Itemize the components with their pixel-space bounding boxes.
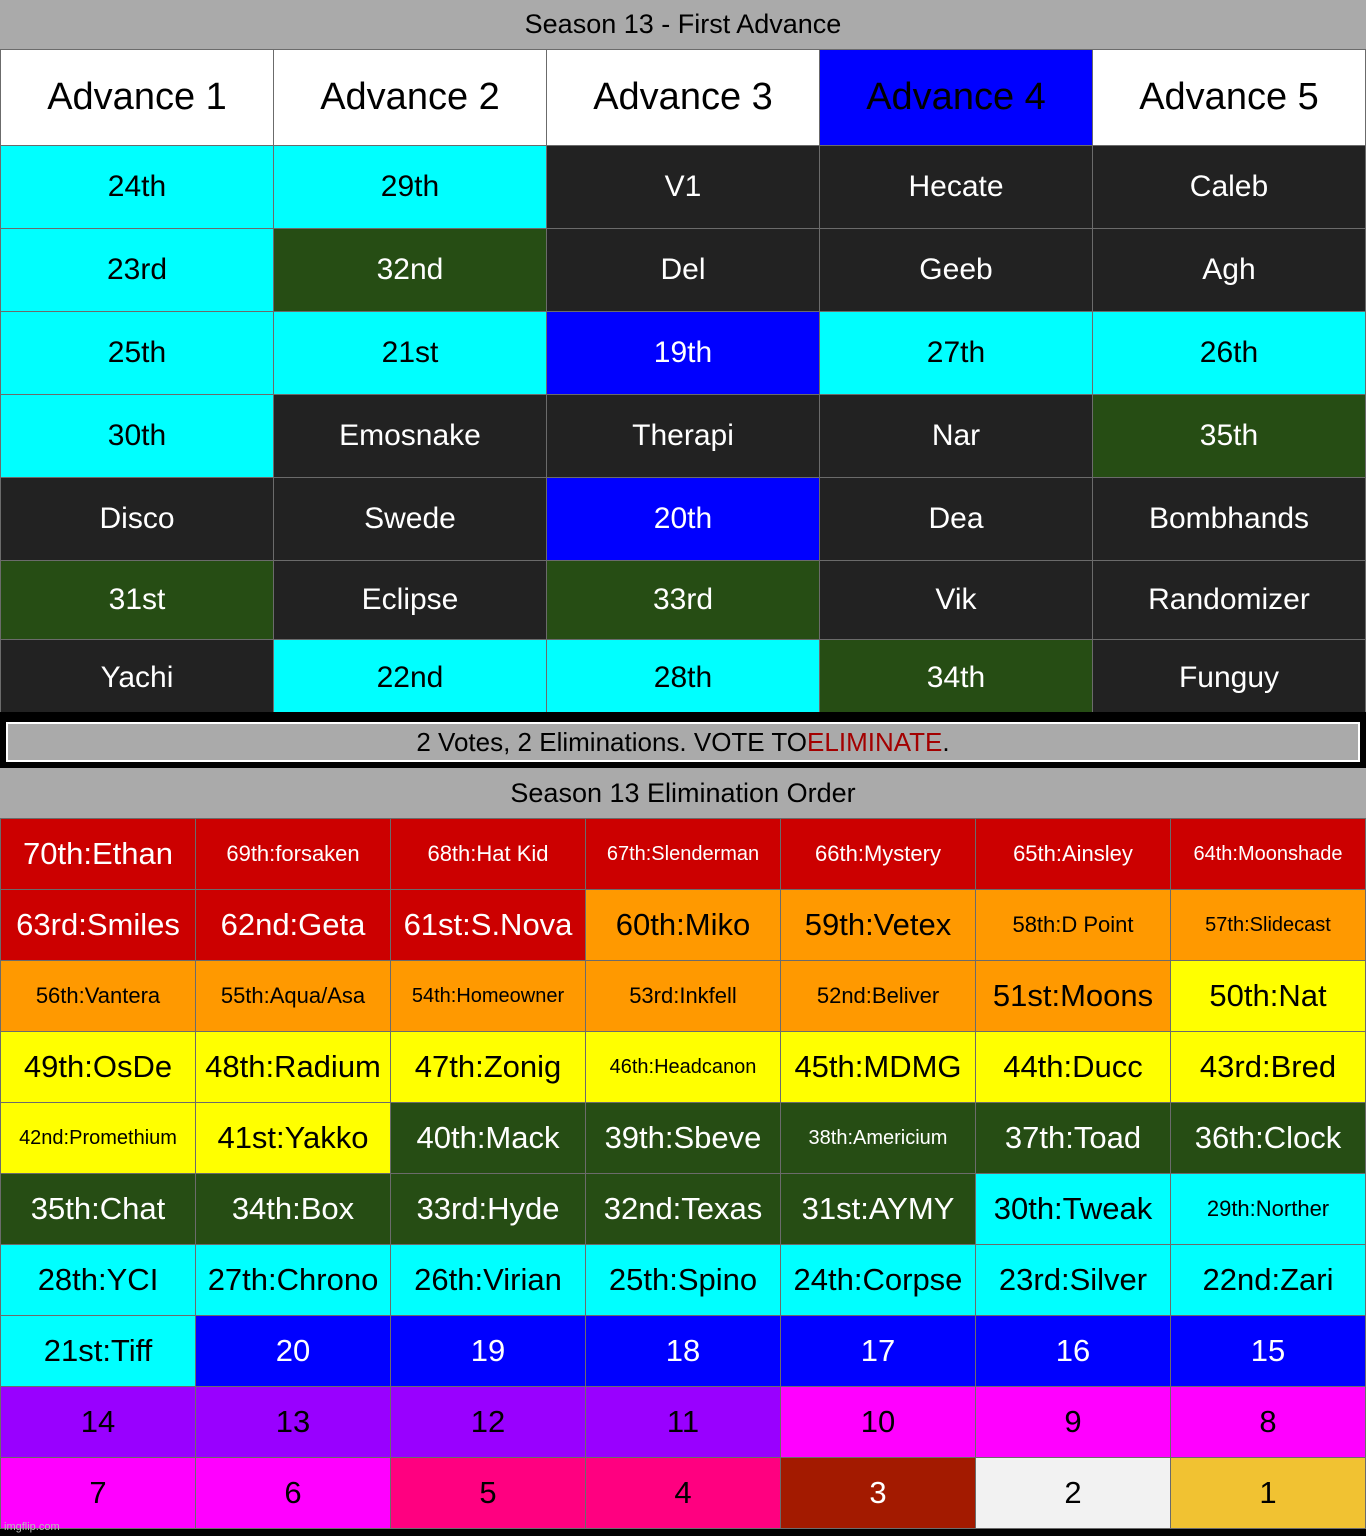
elimination-cell: 8	[1171, 1387, 1366, 1458]
advance-cell: Therapi	[547, 395, 820, 478]
elimination-cell: 70th:Ethan	[1, 819, 196, 890]
watermark: imgflip.com	[4, 1521, 60, 1533]
vote-banner-inner	[6, 722, 1360, 762]
elimination-cell: 42nd:Promethium	[1, 1103, 196, 1174]
elimination-cell: 52nd:Beliver	[781, 961, 976, 1032]
elimination-table	[0, 818, 1366, 1529]
advance-header-row	[1, 50, 1366, 146]
elimination-cell: 13	[196, 1387, 391, 1458]
advance-cell: 24th	[1, 146, 274, 229]
elimination-cell: 33rd:Hyde	[391, 1174, 586, 1245]
elimination-cell: 59th:Vetex	[781, 890, 976, 961]
elimination-cell: 11	[586, 1387, 781, 1458]
elimination-cell: 30th:Tweak	[976, 1174, 1171, 1245]
advance-row	[1, 561, 1366, 640]
elimination-cell: 20	[196, 1316, 391, 1387]
elimination-cell: 22nd:Zari	[1171, 1245, 1366, 1316]
top-title: Season 13 - First Advance	[0, 0, 1366, 49]
advance-cell: Emosnake	[274, 395, 547, 478]
advance-cell: 28th	[547, 640, 820, 717]
advance-cell: 25th	[1, 312, 274, 395]
advance-cell: 34th	[820, 640, 1093, 717]
advance-cell: V1	[547, 146, 820, 229]
elimination-cell: 28th:YCI	[1, 1245, 196, 1316]
elimination-cell: 58th:D Point	[976, 890, 1171, 961]
elimination-cell: 54th:Homeowner	[391, 961, 586, 1032]
elimination-cell: 40th:Mack	[391, 1103, 586, 1174]
elimination-cell: 64th:Moonshade	[1171, 819, 1366, 890]
elimination-cell: 48th:Radium	[196, 1032, 391, 1103]
elimination-cell: 34th:Box	[196, 1174, 391, 1245]
elimination-cell: 9	[976, 1387, 1171, 1458]
elimination-cell: 44th:Ducc	[976, 1032, 1171, 1103]
vote-text-end: .	[942, 726, 950, 757]
advance-row	[1, 229, 1366, 312]
advance-cell: 30th	[1, 395, 274, 478]
advance-cell: 32nd	[274, 229, 547, 312]
elimination-cell: 25th:Spino	[586, 1245, 781, 1316]
elimination-cell: 51st:Moons	[976, 961, 1171, 1032]
vote-text: 2 Votes, 2 Eliminations. VOTE TO	[416, 726, 808, 757]
elimination-row	[1, 1387, 1366, 1458]
elimination-body	[1, 819, 1366, 1529]
elimination-cell: 24th:Corpse	[781, 1245, 976, 1316]
elimination-cell: 2	[976, 1458, 1171, 1529]
advance-cell: 26th	[1093, 312, 1366, 395]
elimination-cell: 38th:Americium	[781, 1103, 976, 1174]
elimination-cell: 56th:Vantera	[1, 961, 196, 1032]
advance-cell: Yachi	[1, 640, 274, 717]
elimination-cell: 5	[391, 1458, 586, 1529]
advance-cell: Caleb	[1093, 146, 1366, 229]
vote-highlight: ELIMINATE	[807, 726, 943, 757]
elimination-cell: 62nd:Geta	[196, 890, 391, 961]
advance-row	[1, 640, 1366, 717]
advance-cell: 22nd	[274, 640, 547, 717]
elimination-row	[1, 890, 1366, 961]
advance-cell: Vik	[820, 561, 1093, 640]
elimination-cell: 50th:Nat	[1171, 961, 1366, 1032]
advance-header-1: Advance 1	[1, 50, 274, 146]
elimination-cell: 68th:Hat Kid	[391, 819, 586, 890]
advance-cell: Del	[547, 229, 820, 312]
elimination-cell: 19	[391, 1316, 586, 1387]
elimination-cell: 31st:AYMY	[781, 1174, 976, 1245]
elimination-row	[1, 1458, 1366, 1529]
advance-row	[1, 146, 1366, 229]
elimination-cell: 23rd:Silver	[976, 1245, 1171, 1316]
elimination-cell: 1	[1171, 1458, 1366, 1529]
advance-cell: 20th	[547, 478, 820, 561]
elimination-cell: 57th:Slidecast	[1171, 890, 1366, 961]
elimination-cell: 65th:Ainsley	[976, 819, 1171, 890]
elimination-cell: 37th:Toad	[976, 1103, 1171, 1174]
elimination-cell: 16	[976, 1316, 1171, 1387]
elimination-cell: 60th:Miko	[586, 890, 781, 961]
advance-cell: 21st	[274, 312, 547, 395]
elimination-cell: 41st:Yakko	[196, 1103, 391, 1174]
advance-cell: Bombhands	[1093, 478, 1366, 561]
advance-cell: Funguy	[1093, 640, 1366, 717]
advance-table	[0, 49, 1366, 717]
elimination-cell: 66th:Mystery	[781, 819, 976, 890]
elimination-cell: 26th:Virian	[391, 1245, 586, 1316]
advance-cell: Disco	[1, 478, 274, 561]
elimination-cell: 18	[586, 1316, 781, 1387]
elimination-row	[1, 1032, 1366, 1103]
elimination-cell: 29th:Norther	[1171, 1174, 1366, 1245]
advance-cell: Randomizer	[1093, 561, 1366, 640]
advance-cell: Geeb	[820, 229, 1093, 312]
advance-body	[1, 146, 1366, 717]
advance-header-3: Advance 3	[547, 50, 820, 146]
advance-header-5: Advance 5	[1093, 50, 1366, 146]
advance-cell: 29th	[274, 146, 547, 229]
advance-cell: Swede	[274, 478, 547, 561]
elimination-cell: 35th:Chat	[1, 1174, 196, 1245]
advance-cell: Dea	[820, 478, 1093, 561]
elimination-cell: 67th:Slenderman	[586, 819, 781, 890]
advance-header-4: Advance 4	[820, 50, 1093, 146]
vote-banner	[0, 712, 1366, 768]
elimination-cell: 46th:Headcanon	[586, 1032, 781, 1103]
elimination-cell: 45th:MDMG	[781, 1032, 976, 1103]
elimination-cell: 43rd:Bred	[1171, 1032, 1366, 1103]
elimination-cell: 7	[1, 1458, 196, 1529]
elimination-title: Season 13 Elimination Order	[0, 768, 1366, 818]
elimination-cell: 12	[391, 1387, 586, 1458]
elimination-cell: 55th:Aqua/Asa	[196, 961, 391, 1032]
advance-cell: 27th	[820, 312, 1093, 395]
elimination-cell: 10	[781, 1387, 976, 1458]
elimination-row	[1, 819, 1366, 890]
elimination-cell: 32nd:Texas	[586, 1174, 781, 1245]
advance-row	[1, 395, 1366, 478]
advance-cell: 19th	[547, 312, 820, 395]
advance-cell: 23rd	[1, 229, 274, 312]
advance-cell: 35th	[1093, 395, 1366, 478]
elimination-cell: 49th:OsDe	[1, 1032, 196, 1103]
elimination-row	[1, 1174, 1366, 1245]
elimination-cell: 47th:Zonig	[391, 1032, 586, 1103]
elimination-cell: 4	[586, 1458, 781, 1529]
elimination-cell: 14	[1, 1387, 196, 1458]
elimination-row	[1, 1245, 1366, 1316]
elimination-cell: 69th:forsaken	[196, 819, 391, 890]
elimination-row	[1, 1316, 1366, 1387]
advance-row	[1, 478, 1366, 561]
advance-cell: 33rd	[547, 561, 820, 640]
elimination-row	[1, 1103, 1366, 1174]
elimination-row	[1, 961, 1366, 1032]
elimination-cell: 53rd:Inkfell	[586, 961, 781, 1032]
advance-cell: Hecate	[820, 146, 1093, 229]
advance-cell: Eclipse	[274, 561, 547, 640]
advance-row	[1, 312, 1366, 395]
elimination-cell: 21st:Tiff	[1, 1316, 196, 1387]
advance-cell: Agh	[1093, 229, 1366, 312]
elimination-cell: 61st:S.Nova	[391, 890, 586, 961]
elimination-cell: 39th:Sbeve	[586, 1103, 781, 1174]
advance-header-2: Advance 2	[274, 50, 547, 146]
elimination-cell: 6	[196, 1458, 391, 1529]
elimination-cell: 36th:Clock	[1171, 1103, 1366, 1174]
elimination-cell: 27th:Chrono	[196, 1245, 391, 1316]
elimination-cell: 63rd:Smiles	[1, 890, 196, 961]
advance-cell: 31st	[1, 561, 274, 640]
elimination-cell: 17	[781, 1316, 976, 1387]
elimination-cell: 15	[1171, 1316, 1366, 1387]
elimination-cell: 3	[781, 1458, 976, 1529]
advance-cell: Nar	[820, 395, 1093, 478]
